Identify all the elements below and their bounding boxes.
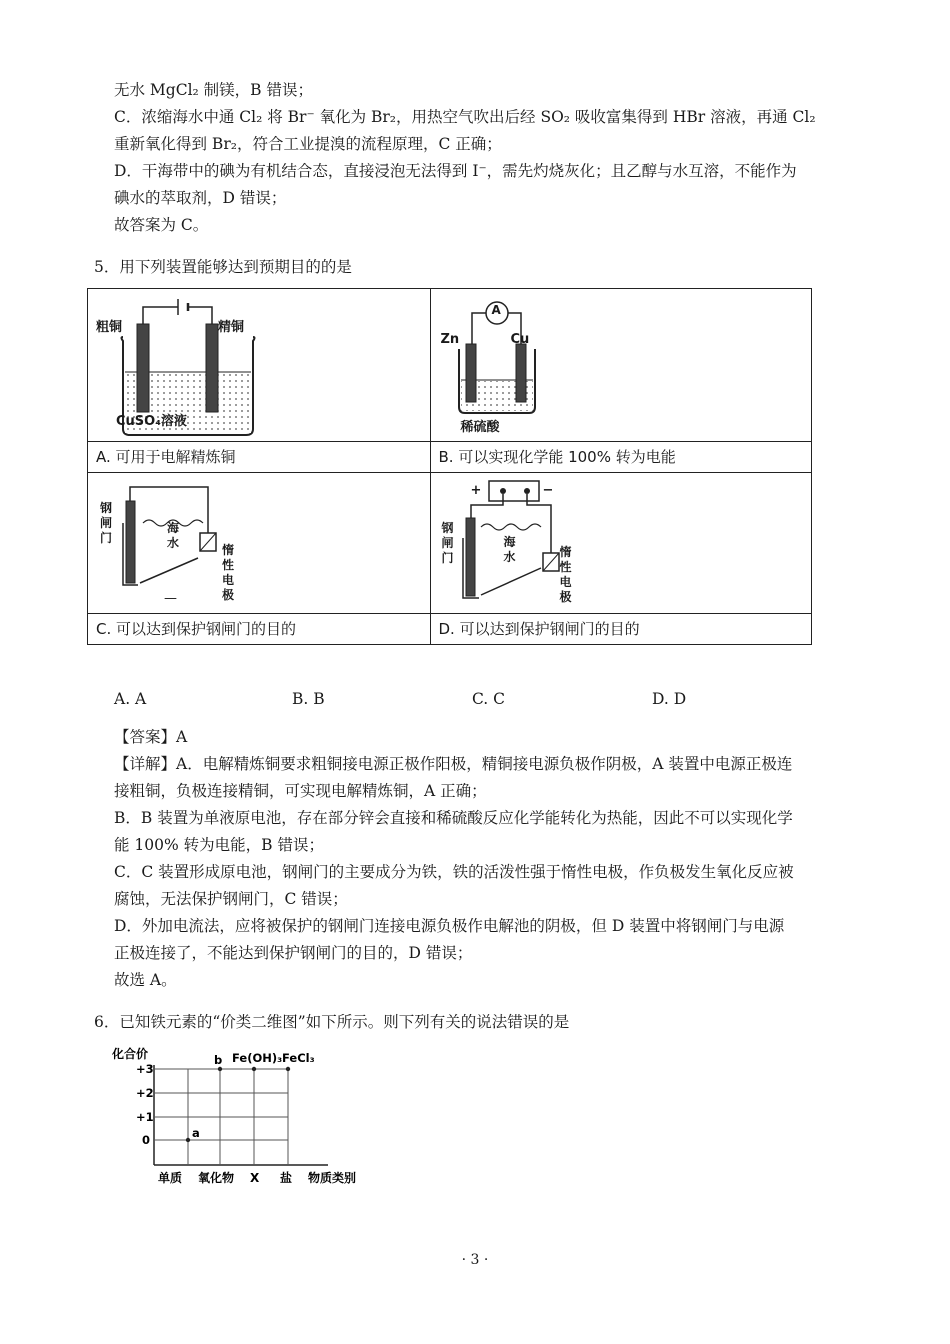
point-fe-oh-3: [252, 1067, 256, 1071]
apparatus-table: [87, 288, 812, 645]
inert-electrode-label-c: 惰 性 电 极: [221, 543, 234, 602]
seawater-label-d: 海 水: [503, 535, 516, 564]
explain-line-8: 正极连接了，不能达到保护钢闸门的目的，D 错误；: [114, 944, 473, 962]
caption-d: D. 可以达到保护钢闸门的目的: [430, 614, 812, 645]
seawater-label-c: 海 水: [166, 521, 179, 550]
steel-gate-label-d: 钢 闸 门: [441, 521, 454, 565]
figure-b-cell: [430, 289, 812, 442]
x-tick-element: 单质: [158, 1171, 183, 1185]
explain-line-4: 能 100% 转为电能，B 错误；: [114, 836, 324, 854]
label-a: a: [192, 1126, 200, 1140]
figure-d-cell: [430, 473, 812, 614]
label-fecl3: FeCl₃: [282, 1051, 315, 1065]
explain-line-9: 故选 A。: [114, 971, 177, 989]
option-c[interactable]: C. C: [472, 690, 506, 708]
intro-line-6: 故答案为 C。: [114, 216, 209, 234]
steel-gate-label-c: 钢 闸 门: [99, 501, 112, 545]
crude-copper-label: 粗铜: [96, 320, 123, 335]
plus-sign: +: [470, 483, 482, 498]
explain-line-6: 腐蚀，无法保护钢闸门，C 错误；: [114, 890, 348, 908]
explain-line-1: 【详解】A．电解精炼铜要求粗铜接电源正极作阳极，精铜接电源负极作阴极，A 装置中电源正极连: [114, 755, 793, 773]
intro-line-3: 重新氧化得到 Br₂，符合工业提溴的流程原理，C 正确；: [114, 135, 502, 153]
x-axis-title: 物质类别: [308, 1171, 357, 1185]
caption-b: B. 可以实现化学能 100% 转为电能: [430, 442, 812, 473]
y-axis-title: 化合价: [112, 1047, 149, 1061]
explain-line-2: 接粗铜，负极连接精铜，可实现电解精炼铜，A 正确；: [114, 782, 487, 800]
figure-c-mark: —: [164, 591, 177, 606]
label-b: b: [214, 1053, 223, 1067]
figure-a-cell: [88, 289, 431, 442]
x-tick-x: X: [250, 1171, 260, 1185]
power-supply-icon: [489, 481, 539, 501]
option-a[interactable]: A. A: [114, 690, 147, 708]
pure-copper-label: 精铜: [218, 320, 245, 335]
cuso4-solution-label: CuSO₄溶液: [116, 414, 187, 429]
option-d[interactable]: D. D: [652, 690, 687, 708]
explain-line-3: B．B 装置为单液原电池，存在部分锌会直接和稀硫酸反应化学能转化为热能，因此不可以实现化学: [114, 809, 793, 827]
intro-line-2: C．浓缩海水中通 Cl₂ 将 Br⁻ 氧化为 Br₂，用热空气吹出后经 SO₂ 吸收富集得到 HBr 溶液，再通 Cl₂: [114, 108, 816, 126]
caption-c: C. 可以达到保护钢闸门的目的: [88, 614, 431, 645]
answer-line: 【答案】A: [114, 728, 188, 746]
x-tick-salt: 盐: [280, 1171, 293, 1185]
y-tick-zero: 0: [142, 1133, 151, 1147]
point-a: [186, 1138, 190, 1142]
minus-sign: −: [542, 483, 554, 498]
sacrificial-anode-diagram: [108, 473, 308, 613]
y-tick-plus1: +1: [136, 1110, 154, 1124]
inert-electrode-label-d: 惰 性 电 极: [559, 545, 572, 604]
explain-line-7: D．外加电流法，应将被保护的钢闸门连接电源负极作电解池的阴极，但 D 装置中将钢闸门与电源: [114, 917, 785, 935]
page-number: · 3 ·: [461, 1252, 489, 1268]
question-6-stem: 6．已知铁元素的“价类二维图”如下所示。则下列有关的说法错误的是: [94, 1013, 570, 1031]
intro-line-5: 碘水的萃取剂，D 错误；: [114, 189, 287, 207]
zinc-label: Zn: [440, 332, 460, 347]
point-fecl3: [286, 1067, 290, 1071]
x-tick-oxide: 氧化物: [198, 1171, 235, 1185]
explain-line-5: C．C 装置形成原电池，钢闸门的主要成分为铁，铁的活泼性强于惰性电极，作负极发生氧化反应被: [114, 863, 794, 881]
y-tick-plus2: +2: [136, 1086, 154, 1100]
copper-label: Cu: [510, 332, 530, 347]
figure-c-cell: [88, 473, 431, 614]
y-tick-plus3: +3: [136, 1062, 154, 1076]
label-fe-oh-3: Fe(OH)₃: [232, 1051, 283, 1065]
caption-a: A. 可用于电解精炼铜: [88, 442, 431, 473]
intro-line-1: 无水 MgCl₂ 制镁，B 错误；: [114, 81, 313, 99]
point-b: [218, 1067, 222, 1071]
option-b[interactable]: B. B: [292, 690, 325, 708]
question-5-stem: 5．用下列装置能够达到预期目的的是: [94, 258, 352, 276]
ammeter-label: A: [491, 303, 501, 317]
dilute-sulfuric-label: 稀硫酸: [460, 420, 500, 435]
valence-class-chart: [112, 1040, 412, 1190]
intro-line-4: D．干海带中的碘为有机结合态，直接浸泡无法得到 I⁻，需先灼烧灰化；且乙醇与水互溶，不能作为: [114, 162, 797, 180]
